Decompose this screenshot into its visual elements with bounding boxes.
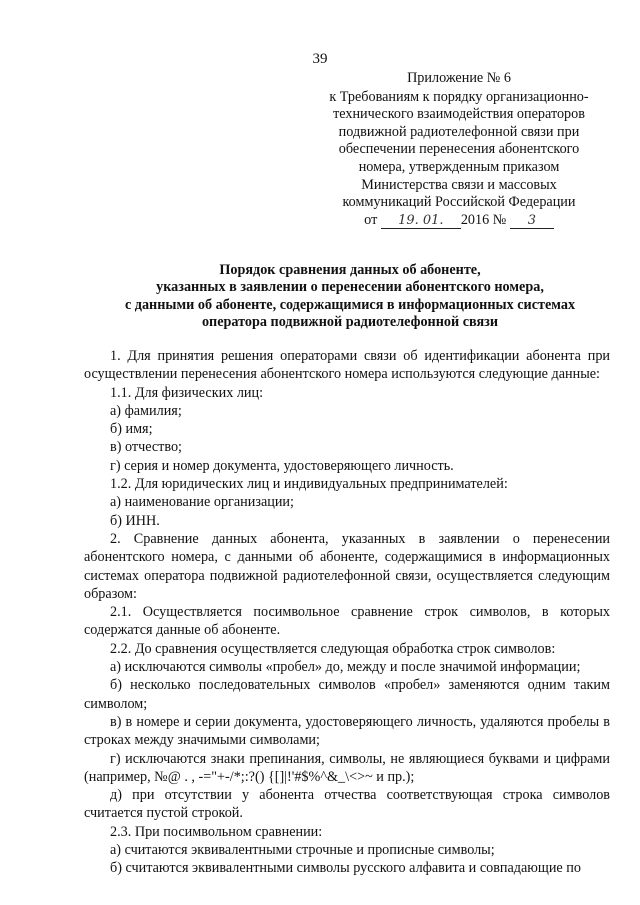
date-prefix: от (364, 211, 378, 228)
list-item: а) исключаются символы «пробел» до, между и после значимой информации; (110, 659, 581, 676)
appendix-line: к Требованиям к порядку организационно- (329, 88, 589, 105)
list-item: а) наименование организации; (110, 494, 294, 511)
paragraph: 1.2. Для юридических лиц и индивидуальных предпринимателей: (110, 476, 508, 493)
handwritten-order-number: 3 (510, 214, 554, 229)
order-year: 2016 № (460, 211, 507, 228)
list-item: а) считаются эквивалентными строчные и прописные символы; (110, 842, 495, 859)
document-body (84, 347, 610, 878)
page-number: 39 (312, 51, 328, 67)
appendix-line: коммуникаций Российской Федерации (342, 194, 576, 211)
appendix-line: подвижной радиотелефонной связи при (338, 123, 580, 140)
appendix-line: Министерства связи и массовых (361, 176, 557, 193)
paragraph: 2.3. При посимвольном сравнении: (110, 823, 323, 840)
handwritten-date: 19. 01. (381, 214, 461, 229)
paragraph: 2.1. Осуществляется посимвольное сравнение строк символов, в которых содержатся данные об абоненте. (84, 604, 610, 639)
list-item: б) имя; (110, 421, 153, 438)
list-item: в) в номере и серии документа, удостоверяющего личность, удаляются пробелы в строках между значимыми символами; (84, 713, 610, 749)
list-item: г) исключаются знаки препинания, символы, не являющиеся буквами и цифрами (например, №@ . , -="+-/*;:?() {[]|!'#$%^&_\<>~ и пр.); (84, 750, 610, 785)
title-line: указанных в заявлении о перенесении абонентского номера, (156, 279, 544, 296)
title-line: оператора подвижной радиотелефонной связи (201, 314, 499, 331)
paragraph: 1.1. Для физических лиц: (110, 384, 264, 401)
document-title (70, 262, 630, 332)
paragraph: 1. Для принятия решения операторами связи об идентификации абонента при осуществлении перенесения абонентского номера используются следующие данные: (84, 348, 610, 383)
appendix-line: обеспечении перенесения абонентского (338, 141, 580, 158)
appendix-line: технического взаимодействия операторов (333, 106, 585, 123)
list-item: б) ИНН. (110, 512, 160, 529)
appendix-header (318, 70, 600, 229)
list-item: в) отчество; (110, 439, 182, 456)
paragraph: 2.2. До сравнения осуществляется следующая обработка строк символов: (110, 640, 556, 657)
appendix-title: Приложение № 6 (407, 70, 511, 86)
appendix-line: номера, утвержденным приказом (358, 158, 560, 175)
list-item: г) серия и номер документа, удостоверяющего личность. (110, 457, 454, 474)
list-item: а) фамилия; (110, 402, 182, 419)
paragraph: 2. Сравнение данных абонента, указанных в заявлении о перенесении абонентского номера, с данными об абоненте, содержащимися в информационных системах оператора подвижной радиотелефонной связи, осуществляется следующим образом: (84, 530, 610, 602)
list-item: б) несколько последовательных символов «пробел» заменяются одним таким символом; (84, 677, 610, 712)
title-line: Порядок сравнения данных об абоненте, (219, 262, 481, 278)
list-item: б) считаются эквивалентными символы русского алфавита и совпадающие по (110, 860, 581, 877)
title-line: с данными об абоненте, содержащимися в информационных системах (124, 296, 576, 313)
list-item: д) при отсутствии у абонента отчества соответствующая строка символов считается пустой строкой. (84, 787, 610, 822)
order-date-line (318, 212, 600, 230)
